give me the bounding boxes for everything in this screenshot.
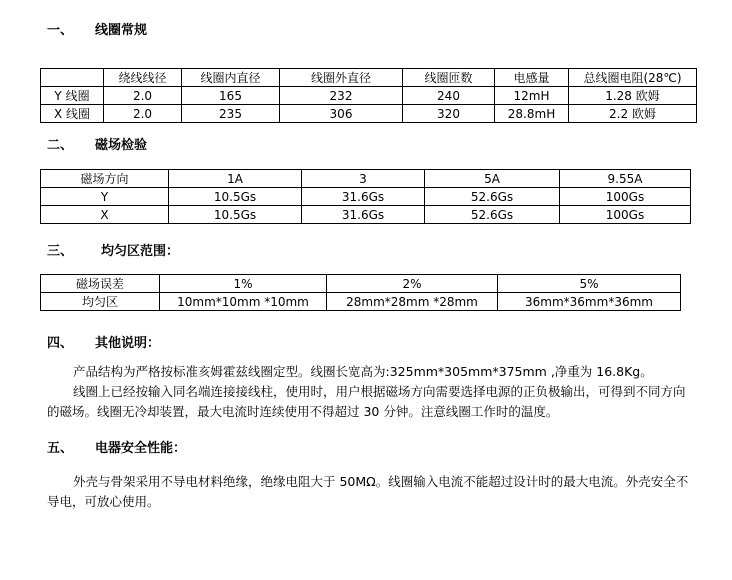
section-3-number: 三、	[47, 244, 74, 259]
header-cell: 绕线线径	[104, 69, 182, 87]
section-5-number: 五、	[47, 441, 74, 456]
table-cell: 31.6Gs	[302, 188, 425, 206]
table-cell: 36mm*36mm*36mm	[498, 293, 681, 311]
notes-paragraph-2: 线圈上已经按输入同名端连接接线柱，使用时，用户根据磁场方向需要选择电源的正负极输出，可得到不同方向的磁场。线圈无冷却装置，最大电流时连续使用不得超过 30 分钟。注意线圈工作时的温度。	[47, 384, 686, 419]
section-5-heading	[47, 437, 187, 456]
section-4-heading	[47, 332, 161, 351]
table-cell: 10.5Gs	[169, 188, 302, 206]
section-1-number: 一、	[47, 23, 74, 38]
row-label: Y	[41, 188, 169, 206]
header-cell: 2%	[327, 275, 498, 293]
header-cell	[41, 69, 104, 87]
table-cell: 100Gs	[560, 188, 691, 206]
row-label: X 线圈	[41, 105, 104, 123]
table-row	[41, 188, 691, 206]
section-4-number: 四、	[47, 336, 74, 351]
row-label: Y 线圈	[41, 87, 104, 105]
table-row	[41, 206, 691, 224]
section-1-title: 线圈常规	[95, 23, 148, 38]
table-cell: 165	[182, 87, 280, 105]
section-2-heading	[47, 134, 148, 153]
header-cell: 线圈外直径	[280, 69, 403, 87]
table-header-row	[41, 170, 691, 188]
section-2-number: 二、	[47, 138, 74, 153]
table-cell: 100Gs	[560, 206, 691, 224]
table-cell: 2.2 欧姆	[569, 105, 697, 123]
table-cell: 52.6Gs	[425, 206, 560, 224]
header-cell: 线圈匝数	[403, 69, 495, 87]
row-label: X	[41, 206, 169, 224]
section-3-title: 均匀区范围：	[101, 244, 180, 259]
table-cell: 240	[403, 87, 495, 105]
table-cell: 306	[280, 105, 403, 123]
coil-parameters-table	[40, 68, 697, 123]
header-cell: 1%	[160, 275, 327, 293]
table-header-row	[41, 275, 681, 293]
table-cell: 1.28 欧姆	[569, 87, 697, 105]
table-cell: 28.8mH	[495, 105, 569, 123]
table-cell: 320	[403, 105, 495, 123]
header-cell: 1A	[169, 170, 302, 188]
section-4-title: 其他说明：	[95, 336, 161, 351]
notes-block	[47, 362, 697, 422]
header-cell: 5%	[498, 275, 681, 293]
table-header-row	[41, 69, 697, 87]
table-cell: 52.6Gs	[425, 188, 560, 206]
table-cell: 28mm*28mm *28mm	[327, 293, 498, 311]
table-cell: 235	[182, 105, 280, 123]
section-3-heading	[47, 240, 180, 259]
header-cell: 磁场误差	[41, 275, 160, 293]
header-cell: 磁场方向	[41, 170, 169, 188]
header-cell: 线圈内直径	[182, 69, 280, 87]
table-row	[41, 293, 681, 311]
section-1-heading	[47, 19, 148, 38]
safety-paragraph: 外壳与骨架采用不导电材料绝缘，绝缘电阻大于 50MΩ。线圈输入电流不能超过设计时的最大电流。外壳安全不导电，可放心使用。	[47, 474, 689, 509]
header-cell: 总线圈电阻(28℃)	[569, 69, 697, 87]
magnetic-field-table	[40, 169, 691, 224]
section-5-title: 电器安全性能：	[95, 441, 187, 456]
table-cell: 10mm*10mm *10mm	[160, 293, 327, 311]
section-2-title: 磁场检验	[95, 138, 148, 153]
table-row	[41, 87, 697, 105]
row-label: 均匀区	[41, 293, 160, 311]
table-cell: 12mH	[495, 87, 569, 105]
notes-paragraph-1: 产品结构为严格按标准亥姆霍兹线圈定型。线圈长宽高为:325mm*305mm*375mm ,净重为 16.8Kg。	[73, 364, 653, 379]
header-cell: 3	[302, 170, 425, 188]
table-cell: 232	[280, 87, 403, 105]
table-cell: 31.6Gs	[302, 206, 425, 224]
uniform-region-table	[40, 274, 681, 311]
table-row	[41, 105, 697, 123]
header-cell: 电感量	[495, 69, 569, 87]
table-cell: 2.0	[104, 87, 182, 105]
safety-block	[47, 472, 697, 512]
table-cell: 10.5Gs	[169, 206, 302, 224]
header-cell: 5A	[425, 170, 560, 188]
header-cell: 9.55A	[560, 170, 691, 188]
table-cell: 2.0	[104, 105, 182, 123]
